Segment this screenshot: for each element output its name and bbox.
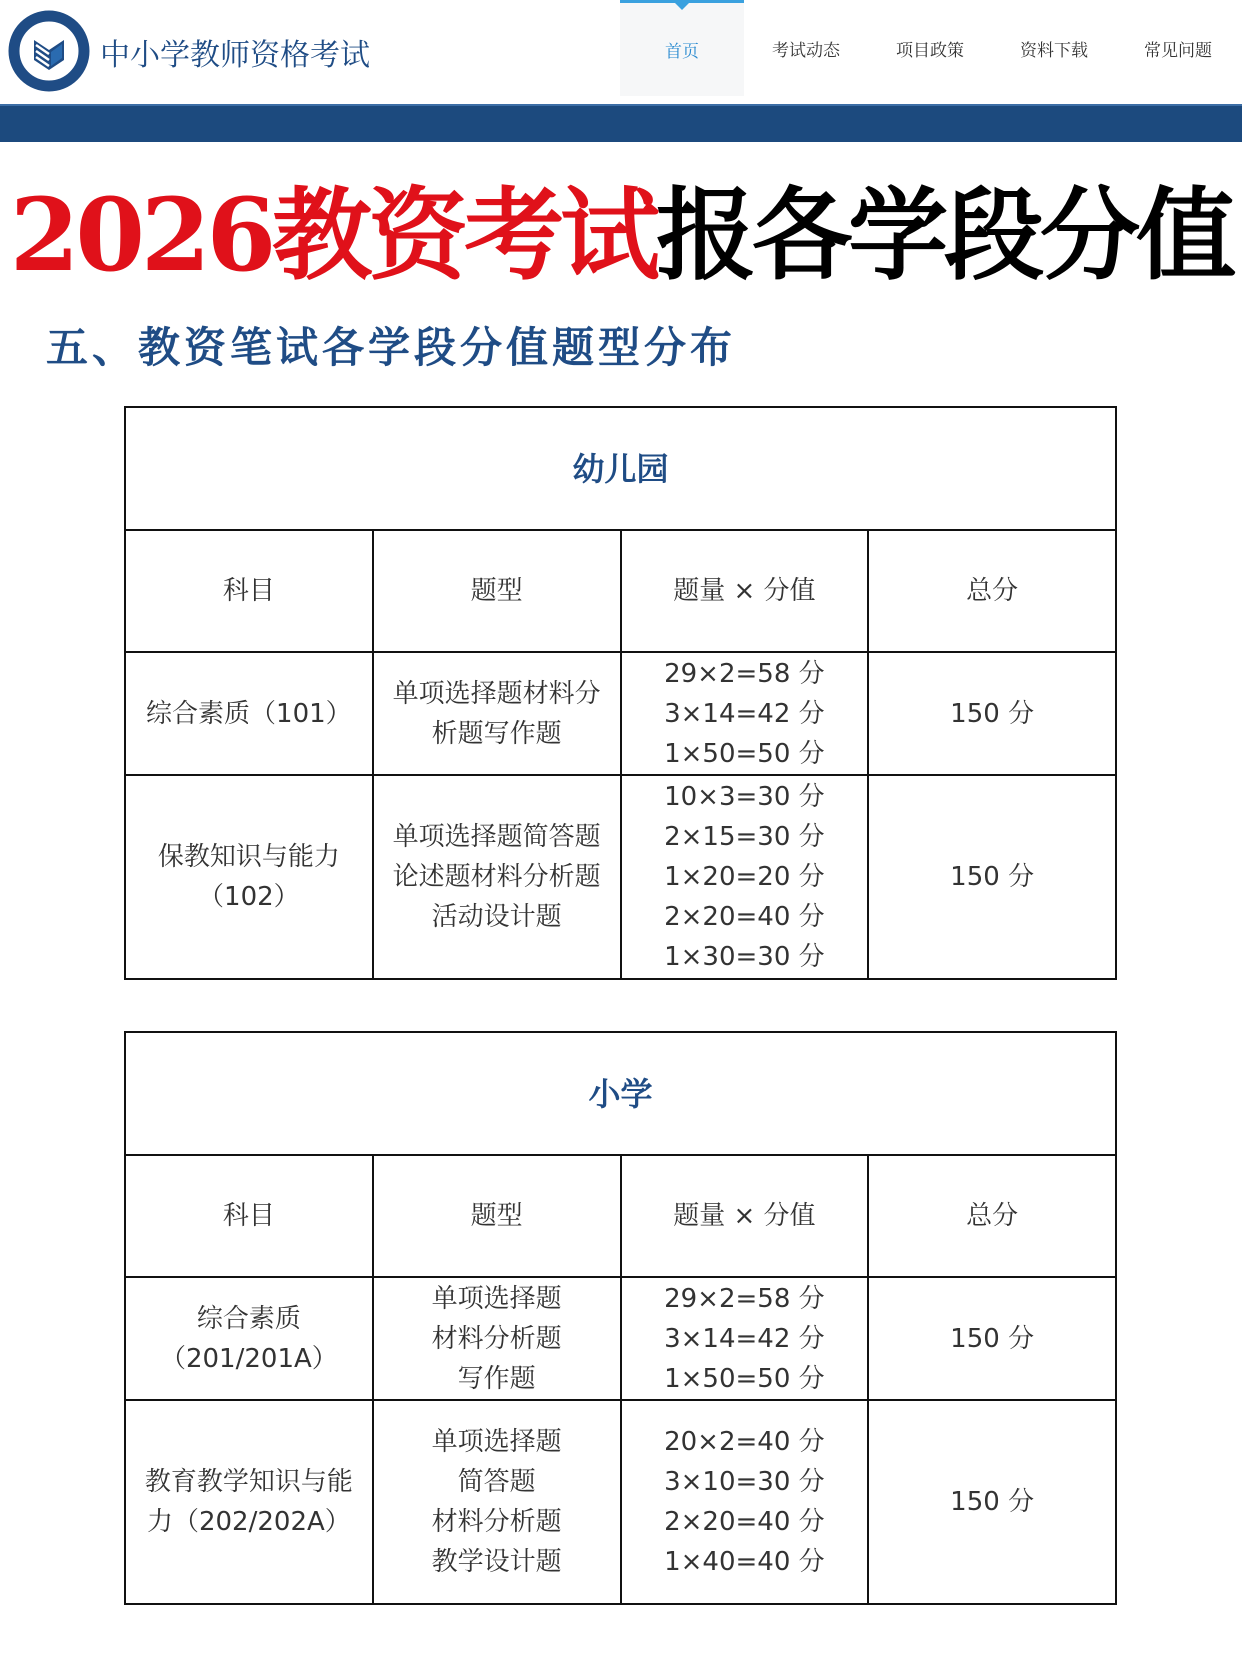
nav-downloads[interactable]: 资料下载 [1020,40,1088,61]
col-total: 总分 [868,1155,1116,1277]
header-bar [0,104,1242,142]
score-cell [621,1277,869,1400]
col-total: 总分 [868,530,1116,652]
cell-line: 单项选择题 [431,1283,562,1314]
type-cell [373,1277,621,1400]
cell-line: 力（202/202A） [146,1507,351,1537]
col-subject: 科目 [125,530,373,652]
total-cell: 150 分 [868,1400,1116,1604]
cell-line: 教学设计题 [431,1547,562,1577]
table-row [125,1400,1116,1604]
kindergarten-table [124,406,1117,980]
teacher-certification-logo-icon[interactable] [8,10,90,92]
cell-line: 单项选择题材料分 [392,678,601,709]
cell-line: 保教知识与能力 [157,842,340,872]
main-nav [620,0,1240,96]
score-cell [621,775,869,979]
cell-line: 1×40=40 分 [664,1547,825,1577]
header-row [125,1155,1116,1277]
type-cell [373,775,621,979]
cell-line: （201/201A） [159,1343,338,1374]
total-cell: 150 分 [868,1277,1116,1400]
cell-line: 20×2=40 分 [664,1427,825,1457]
subject-cell [125,775,373,979]
cell-line: 简答题 [457,1467,536,1497]
section-subtitle: 五、教资笔试各学段分值题型分布 [46,323,737,372]
cell-line: 1×50=50 分 [664,1363,825,1394]
cell-line: 教育教学知识与能 [144,1467,353,1497]
type-cell [373,1400,621,1604]
subject-cell [125,1277,373,1400]
primary-school-table [124,1031,1117,1605]
col-type: 题型 [373,1155,621,1277]
col-count-value: 题量 × 分值 [621,530,869,652]
cell-line: 材料分析题 [431,1323,562,1354]
site-name[interactable]: 中小学教师资格考试 [100,38,370,73]
cell-line: 材料分析题 [431,1507,562,1537]
stage-title: 幼儿园 [125,407,1116,530]
table-row [125,652,1116,775]
nav-home[interactable]: 首页 [620,0,744,96]
nav-exam-news[interactable]: 考试动态 [772,40,840,61]
site-header [0,0,1242,104]
cell-line: 29×2=58 分 [664,658,825,689]
score-cell [621,1400,869,1604]
header-row [125,530,1116,652]
page-title [0,176,1242,294]
cell-line: 1×20=20 分 [664,862,825,892]
cell-line: （102） [198,882,300,912]
subject-cell [125,652,373,775]
title-black-part: 报各学段分值 [656,176,1233,294]
cell-line: 综合素质（101） [146,698,352,729]
cell-line: 活动设计题 [431,902,562,932]
title-red-part: 2026教资考试 [9,176,657,294]
type-cell [373,652,621,775]
nav-faq[interactable]: 常见问题 [1144,40,1212,61]
cell-line: 29×2=58 分 [664,1283,825,1314]
cell-line: 单项选择题简答题 [392,822,601,852]
stage-title: 小学 [125,1032,1116,1155]
cell-line: 论述题材料分析题 [392,862,601,892]
col-subject: 科目 [125,1155,373,1277]
cell-line: 1×50=50 分 [664,738,825,769]
cell-line: 3×10=30 分 [664,1467,825,1497]
cell-line: 2×20=40 分 [664,902,825,932]
col-type: 题型 [373,530,621,652]
col-count-value: 题量 × 分值 [621,1155,869,1277]
cell-line: 单项选择题 [431,1427,562,1457]
table-row [125,775,1116,979]
cell-line: 2×15=30 分 [664,822,825,852]
cell-line: 析题写作题 [431,718,562,749]
cell-line: 10×3=30 分 [664,782,825,812]
cell-line: 3×14=42 分 [664,698,825,729]
table-row [125,1277,1116,1400]
cell-line: 写作题 [457,1363,536,1394]
cell-line: 2×20=40 分 [664,1507,825,1537]
cell-line: 3×14=42 分 [664,1323,825,1354]
cell-line: 综合素质 [196,1303,301,1334]
total-cell: 150 分 [868,775,1116,979]
nav-project-policy[interactable]: 项目政策 [896,40,964,61]
subject-cell [125,1400,373,1604]
total-cell: 150 分 [868,652,1116,775]
score-cell [621,652,869,775]
cell-line: 1×30=30 分 [664,942,825,972]
